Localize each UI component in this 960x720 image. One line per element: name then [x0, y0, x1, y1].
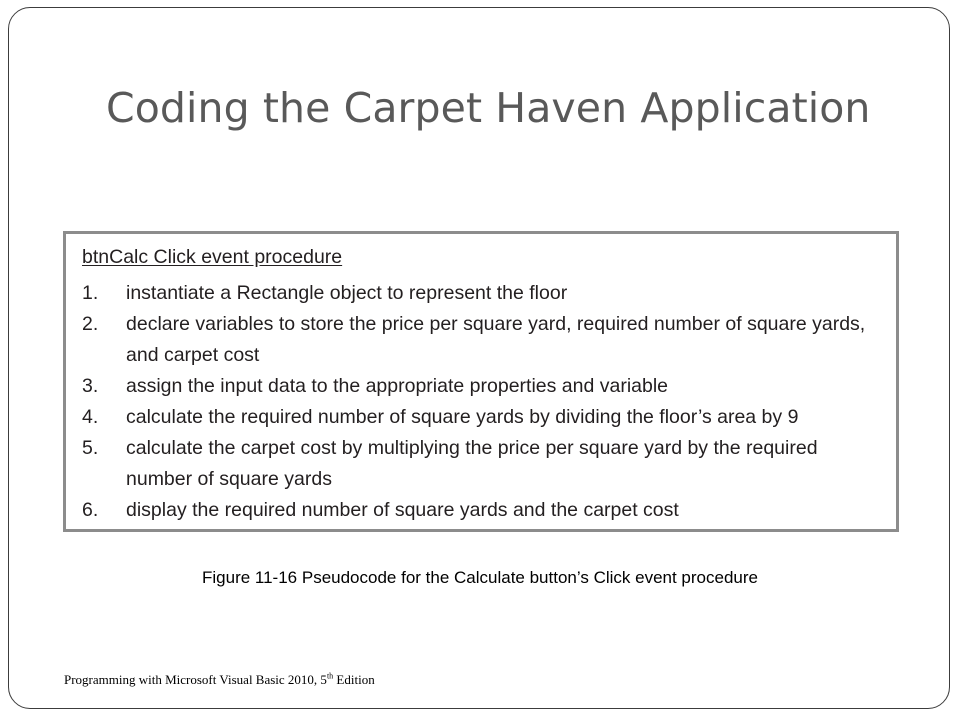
pseudocode-step [82, 402, 882, 433]
step-number: 1. [82, 282, 99, 304]
pseudocode-step [82, 371, 882, 402]
step-text: display the required number of square yards and the carpet cost [126, 499, 679, 521]
pseudocode-step [82, 495, 882, 526]
pseudocode-step [82, 309, 882, 371]
footer-superscript: th [326, 671, 334, 681]
step-text: calculate the carpet cost by multiplying the price per square yard by the required number of square yards [126, 437, 818, 490]
slide-footer [64, 672, 375, 688]
footer-edition: Edition [333, 672, 375, 687]
step-text: assign the input data to the appropriate properties and variable [126, 375, 669, 397]
step-text: declare variables to store the price per square yard, required number of square yards, and carpet cost [126, 313, 866, 366]
step-text: calculate the required number of square yards by dividing the floor’s area by 9 [126, 406, 799, 428]
pseudocode-step [82, 278, 882, 309]
pseudocode-steps [82, 278, 882, 526]
pseudocode-step [82, 433, 882, 495]
step-text: instantiate a Rectangle object to represent the floor [126, 282, 568, 304]
step-number: 3. [82, 375, 99, 397]
footer-book-title: Programming with Microsoft Visual Basic 2010, 5 [64, 672, 327, 687]
step-number: 5. [82, 437, 99, 459]
figure-heading: btnCalc Click event procedure [82, 246, 343, 268]
step-number: 4. [82, 406, 99, 428]
pseudocode-figure [63, 231, 899, 532]
figure-caption: Figure 11-16 Pseudocode for the Calculate button’s Click event procedure [202, 568, 758, 587]
step-number: 6. [82, 499, 99, 521]
step-number: 2. [82, 313, 99, 335]
slide-title: Coding the Carpet Haven Application [106, 84, 871, 132]
